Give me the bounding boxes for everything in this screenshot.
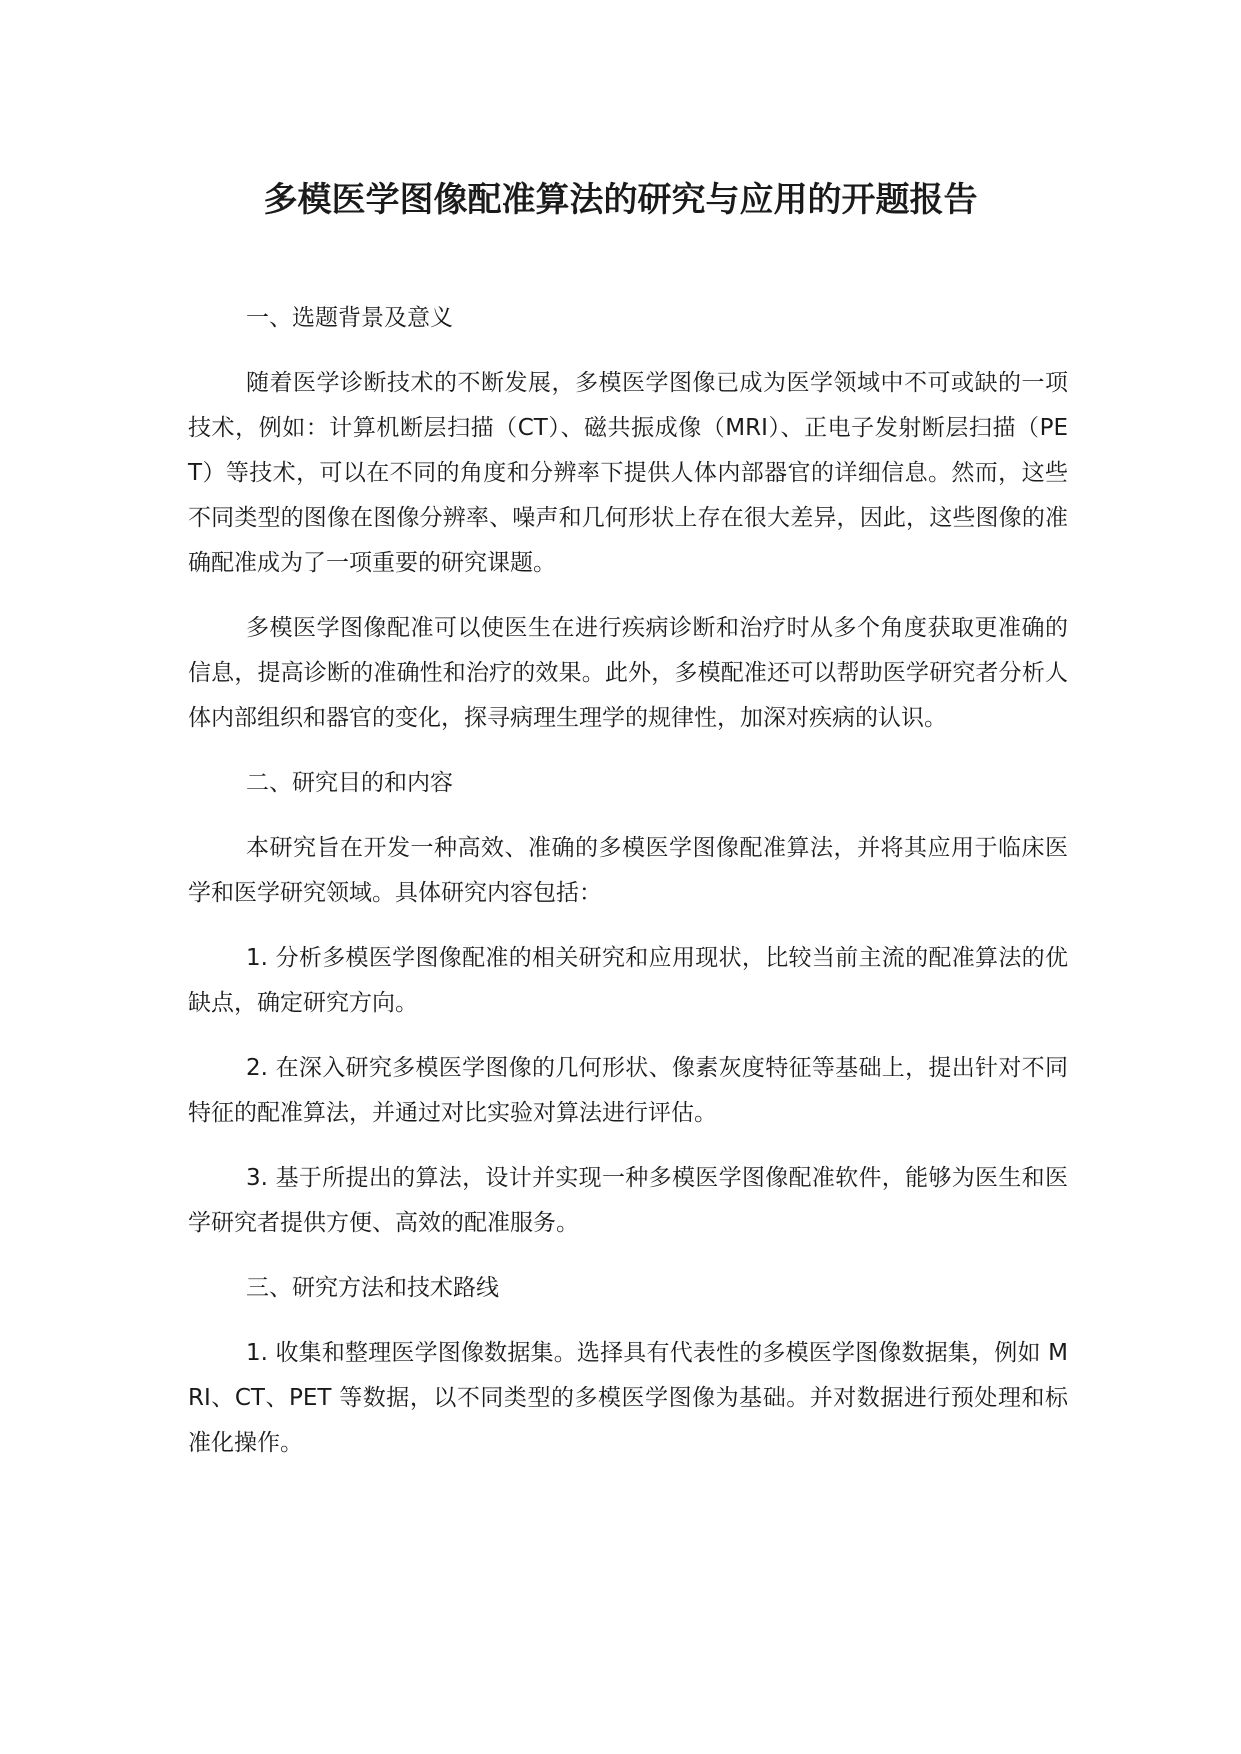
section-heading-background: 一、选题背景及意义 [246, 305, 453, 331]
list-item: 1. 收集和整理医学图像数据集。选择具有代表性的多模医学图像数据集，例如 MRI、CT、PET 等数据，以不同类型的多模医学图像为基础。并对数据进行预处理和标准化操作。 [188, 1340, 1068, 1456]
paragraph: 本研究旨在开发一种高效、准确的多模医学图像配准算法，并将其应用于临床医学和医学研究领域。具体研究内容包括： [188, 835, 1068, 906]
document-body [188, 296, 1068, 1486]
paragraph: 多模医学图像配准可以使医生在进行疾病诊断和治疗时从多个角度获取更准确的信息，提高诊断的准确性和治疗的效果。此外，多模配准还可以帮助医学研究者分析人体内部组织和器官的变化，探寻病理生理学的规律性，加深对疾病的认识。 [188, 615, 1068, 731]
document-title: 多模医学图像配准算法的研究与应用的开题报告 [263, 180, 978, 220]
list-item: 1. 分析多模医学图像配准的相关研究和应用现状，比较当前主流的配准算法的优缺点，确定研究方向。 [188, 945, 1068, 1016]
section-heading-objectives: 二、研究目的和内容 [246, 770, 453, 796]
list-item: 2. 在深入研究多模医学图像的几何形状、像素灰度特征等基础上，提出针对不同特征的配准算法，并通过对比实验对算法进行评估。 [188, 1055, 1068, 1126]
list-item: 3. 基于所提出的算法，设计并实现一种多模医学图像配准软件，能够为医生和医学研究者提供方便、高效的配准服务。 [188, 1165, 1068, 1236]
section-heading-methods: 三、研究方法和技术路线 [246, 1275, 499, 1301]
paragraph: 随着医学诊断技术的不断发展，多模医学图像已成为医学领域中不可或缺的一项技术，例如：计算机断层扫描（CT）、磁共振成像（MRI）、正电子发射断层扫描（PET）等技术，可以在不同的角度和分辨率下提供人体内部器官的详细信息。然而，这些不同类型的图像在图像分辨率、噪声和几何形状上存在很大差异，因此，这些图像的准确配准成为了一项重要的研究课题。 [188, 370, 1068, 576]
